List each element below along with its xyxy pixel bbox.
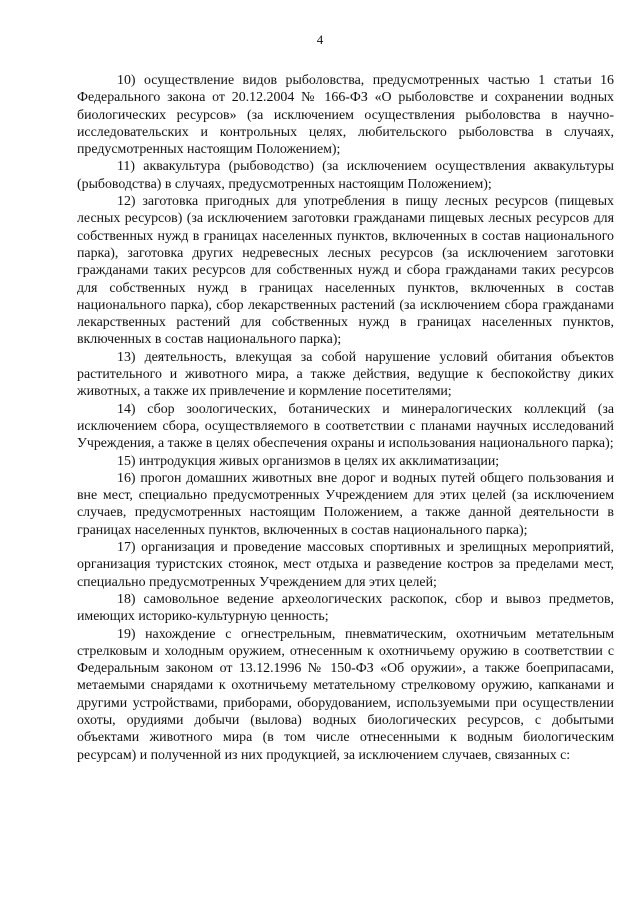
paragraph-item-15: 15) интродукция живых организмов в целях их акклиматизации; (117, 453, 500, 469)
page-number: 4 (316, 32, 324, 47)
paragraph-item-13: 13) деятельность, влекущая за собой нарушение условий обитания объектов растительного и животного мира, а также действия, ведущие к беспокойству диких животных, а также их привлечение и кормление посетителями; (77, 349, 614, 400)
document-body (77, 72, 614, 764)
paragraph-item-16: 16) прогон домашних животных вне дорог и водных путей общего пользования и вне мест, специально предусмотренных Учреждением для этих целей (за исключением случаев, предусмотренных настоящим Положением, а также данной деятельности в границах населенных пунктов, включенных в состав национального парка); (77, 470, 614, 538)
paragraph-item-17: 17) организация и проведение массовых спортивных и зрелищных мероприятий, организация туристских стоянок, мест отдыха и разведение костров за пределами мест, специально предусмотренных Учреждением для этих целей; (77, 540, 614, 590)
paragraph-item-11: 11) аквакультура (рыбоводство) (за исключением осуществления аквакультуры (рыбоводства) в случаях, предусмотренных настоящим Положением); (77, 159, 614, 192)
paragraph-item-12: 12) заготовка пригодных для употребления в пищу лесных ресурсов (пищевых лесных ресурсов) (за исключением заготовки гражданами пищевых лесных ресурсов для собственных нужд в границах населенных пунктов, включенных в состав национального парка), заготовка других недревесных лесных ресурсов (за исключением заготовки гражданами таких ресурсов для собственных нужд и сбора гражданами таких ресурсов для собственных нужд в границах населенных пунктов, включенных в состав национального парка), сбор лекарственных растений (за исключением сбора гражданами лекарственных растений для собственных нужд в границах населенных пунктов, включенных в состав национального парка); (77, 194, 614, 348)
paragraph-item-18: 18) самовольное ведение археологических раскопок, сбор и вывоз предметов, имеющих историко-культурную ценность; (77, 591, 614, 625)
paragraph-item-10: 10) осуществление видов рыболовства, предусмотренных частью 1 статьи 16 Федерального закона от 20.12.2004 № 166-ФЗ «О рыболовстве и сохранении водных биологических ресурсов» (за исключением осуществления рыболовства в научно-исследовательских и контрольных целях, любительского рыболовства в случаях, предусмотренных настоящим Положением); (77, 73, 614, 158)
paragraph-item-19: 19) нахождение с огнестрельным, пневматическим, охотничьим метательным стрелковым и холодным оружием, отнесенным к охотничьему оружию в соответствии с Федеральным законом от 13.12.1996 № 150-ФЗ «Об оружии», а также боеприпасами, метаемыми снарядами к охотничьему метательному стрелковому оружию, капканами и другими устройствами, приборами, оборудованием, используемыми при осуществлении охоты, орудиями добычи (вылова) водных биологических ресурсов, с добытыми объектами животного мира (в том числе отнесенными к водным биологическим ресурсам) и полученной из них продукцией, за исключением случаев, связанных с: (77, 626, 614, 763)
paragraph-item-14: 14) сбор зоологических, ботанических и минералогических коллекций (за исключением сбора, осуществляемого в соответствии с планами научных исследований Учреждения, а также в целях обеспечения охраны и использования национального парка); (77, 401, 614, 452)
